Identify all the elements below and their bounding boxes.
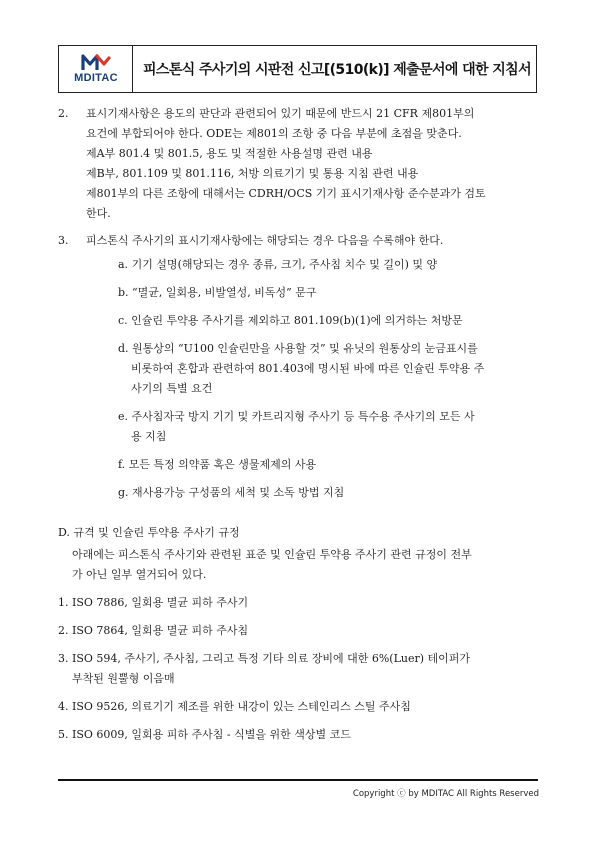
subitem-letter: e. — [118, 410, 129, 423]
standard-item: 3. ISO 594, 주사기, 주사침, 그리고 특정 기타 의료 장비에 대한 6%(Luer) 테이퍼가 — [58, 652, 471, 665]
subitem-text: 인슐린 투약용 주사기를 제외하고 801.109(b)(1)에 의거하는 처방문 — [131, 314, 463, 327]
item-2-line: 한다. — [86, 207, 111, 220]
footer-divider — [58, 779, 538, 781]
item-3 — [58, 231, 542, 503]
subitem-e — [118, 407, 542, 447]
standard-item: 1. ISO 7886, 일회용 멸균 피하 주사기 — [58, 596, 249, 609]
document-header — [58, 45, 537, 93]
subitem-text: 재사용가능 구성품의 세척 및 소독 방법 지침 — [132, 486, 345, 499]
subitem-text: 모든 특정 의약품 혹은 생물제제의 사용 — [128, 458, 317, 471]
subitem-text: 원통상의 “U100 인슐린만을 사용할 것” 및 유닛의 원통상의 눈금표시를 — [132, 342, 478, 355]
section-intro-line: 아래에는 피스톤식 주사기와 관련된 표준 및 인슐린 투약용 주사기 관련 규정이 전부 — [72, 548, 472, 561]
subitem-letter: c. — [118, 314, 128, 327]
subitem-text: 사기의 특별 요건 — [131, 382, 213, 395]
subitem-letter: g. — [118, 486, 129, 499]
item-number: 3. — [58, 234, 69, 247]
subitem-letter: f. — [118, 458, 126, 471]
subitem-b — [118, 283, 542, 303]
standard-item: 5. ISO 6009, 일회용 피하 주사침 - 식별을 위한 색상별 코드 — [58, 728, 351, 741]
item-2-line: 제801부의 다른 조항에 대해서는 CDRH/OCS 기기 표시기재사항 준수분과가 검토 — [86, 187, 486, 200]
logo — [59, 46, 133, 92]
logo-text: MDITAC — [74, 72, 118, 84]
subitem-letter: a. — [118, 258, 129, 271]
item-2 — [58, 104, 542, 224]
subitem-text: “멸균, 일회용, 비발열성, 비독성” 문구 — [132, 286, 317, 299]
section-heading: D. 규격 및 인슐린 투약용 주사기 규정 — [58, 526, 240, 539]
subitem-text: 기기 설명(해당되는 경우 종류, 크기, 주사침 치수 및 길이) 및 양 — [131, 258, 438, 271]
section-d — [58, 523, 542, 745]
item-2-line: 제A부 801.4 및 801.5, 용도 및 적절한 사용설명 관련 내용 — [86, 147, 373, 160]
item-3-intro: 피스톤식 주사기의 표시기재사항에는 해당되는 경우 다음을 수록해야 한다. — [86, 234, 444, 247]
subitem-d — [118, 339, 542, 399]
item-number: 2. — [58, 107, 69, 120]
item-2-line: 제B부, 801.109 및 801.116, 처방 의료기기 및 통용 지침 관련 내용 — [86, 167, 419, 180]
subitem-f — [118, 455, 542, 475]
subitem-c — [118, 311, 542, 331]
subitem-text: 비롯하여 혼합과 관련하여 801.403에 명시된 바에 따른 인슐린 투약용 주 — [131, 362, 485, 375]
subitem-letter: b. — [118, 286, 129, 299]
document-title: 피스톤식 주사기의 시판전 신고[(510(k)] 제출문서에 대한 지침서 — [143, 62, 532, 78]
document-body — [58, 104, 542, 745]
item-2-line: 요건에 부합되어야 한다. ODE는 제801의 조항 중 다음 부분에 초점을 맞춘다. — [86, 127, 462, 140]
subitem-text: 용 지침 — [131, 430, 167, 443]
standard-item: 2. ISO 7864, 일회용 멸균 피하 주사침 — [58, 624, 249, 637]
section-intro-line: 가 아닌 일부 열거되어 있다. — [72, 568, 207, 581]
copyright-notice: Copyright ⓒ by MDITAC All Rights Reserved — [352, 789, 539, 799]
subitem-letter: d. — [118, 342, 129, 355]
item-2-line: 표시기재사항은 용도의 판단과 관련되어 있기 때문에 반드시 21 CFR 제801부의 — [86, 107, 475, 120]
subitem-text: 주사침자국 방지 기기 및 카트리지형 주사기 등 특수용 주사기의 모든 사 — [131, 410, 475, 423]
standard-item-continued: 부착된 원뿔형 이음매 — [72, 672, 175, 685]
mditac-logo-icon — [81, 52, 111, 72]
standard-item: 4. ISO 9526, 의료기기 제조를 위한 내강이 있는 스테인리스 스틸 주사침 — [58, 700, 411, 713]
subitem-a — [118, 255, 542, 275]
subitem-g — [118, 483, 542, 503]
